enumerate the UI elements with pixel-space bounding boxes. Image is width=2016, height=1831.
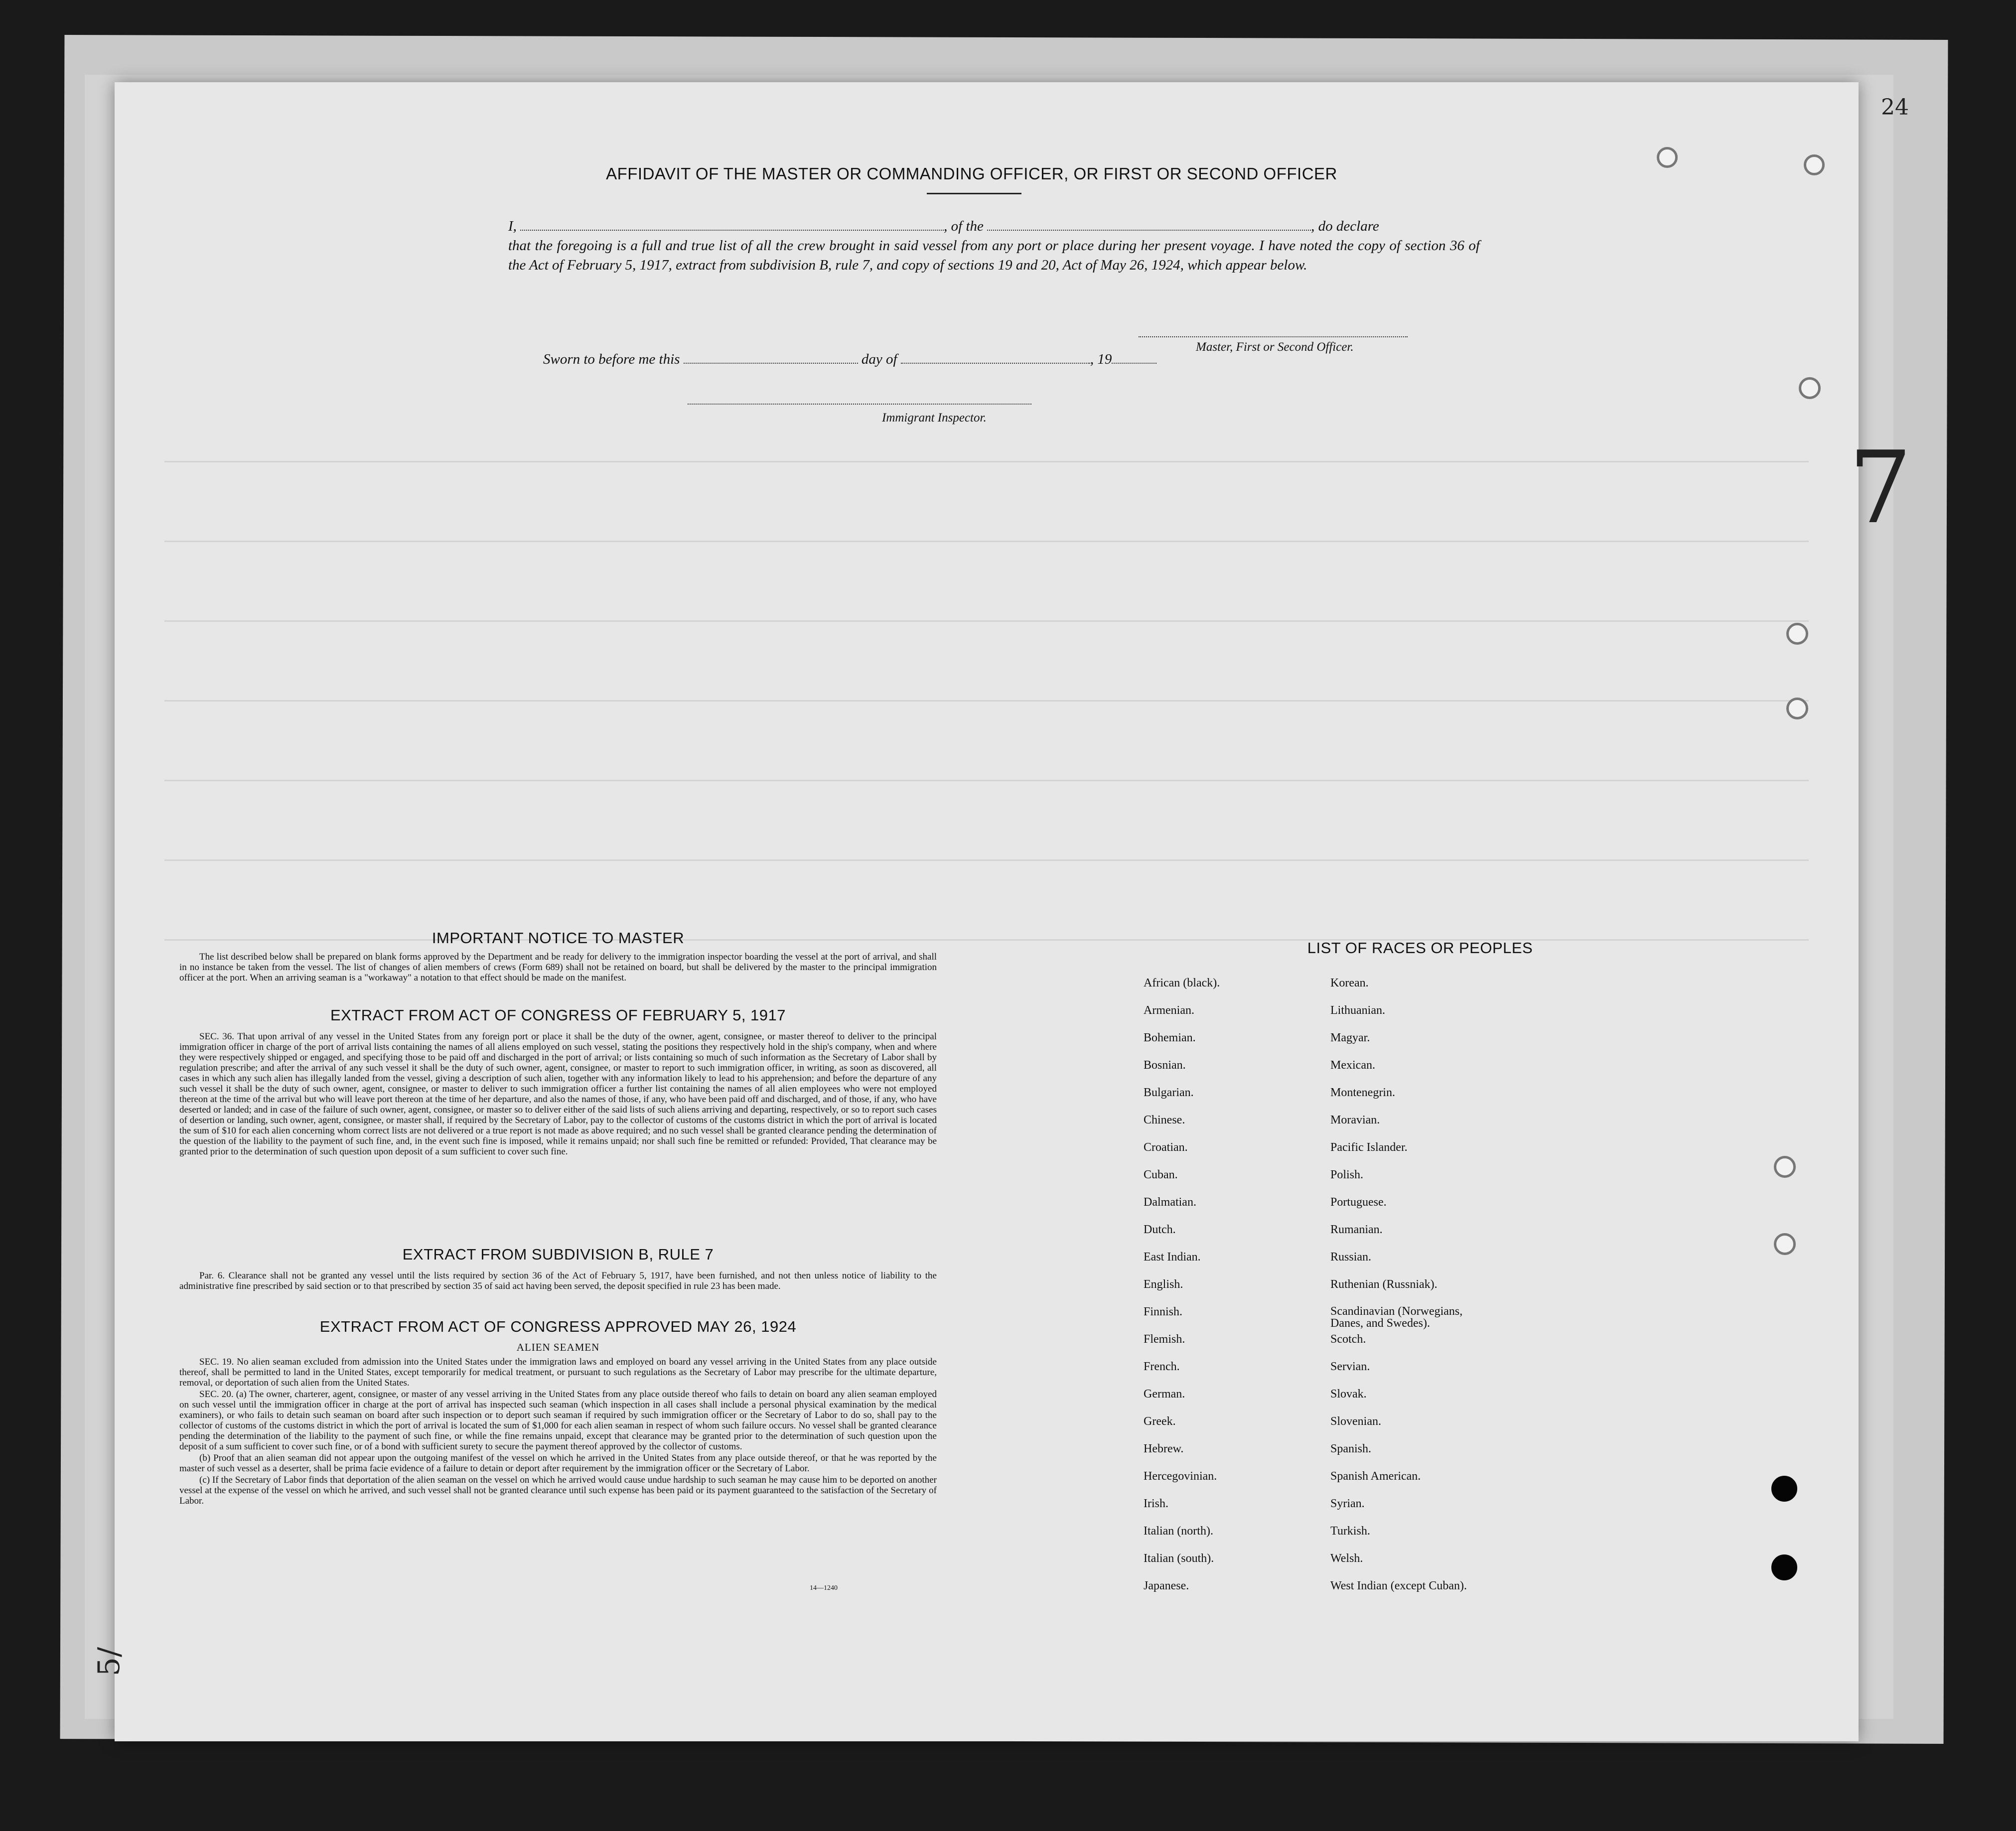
race-item: Italian (south). xyxy=(1144,1552,1214,1565)
sworn-blank xyxy=(684,352,858,364)
race-item: Scotch. xyxy=(1330,1333,1366,1346)
races-right-column xyxy=(1330,977,1609,1607)
affidavit-of-the: , of the xyxy=(944,218,984,234)
race-item: Finnish. xyxy=(1144,1305,1183,1318)
binder-hole xyxy=(1774,1233,1796,1255)
sworn-start: Sworn to before me this xyxy=(543,351,680,367)
race-item: Welsh. xyxy=(1330,1552,1363,1565)
bleed-through-line xyxy=(164,620,1809,622)
affidavit-line1 xyxy=(508,217,1560,236)
bleed-through-line xyxy=(164,461,1809,462)
sec19-paragraph: SEC. 19. No alien seaman excluded from admission into the United States under the immigration laws and employed on board any vessel arriving in the United States from any place outside thereof, shall be permitted to land in the United States, except temporarily for medical treatment, or pursuant to such regulations as the Secretary of Labor may prescribe for the ultimate departure, removal, or deportation of such alien from the United States. xyxy=(179,1357,937,1388)
race-item: Turkish. xyxy=(1330,1525,1370,1538)
race-item: Polish. xyxy=(1330,1168,1364,1181)
race-item: Russian. xyxy=(1330,1251,1372,1264)
notice-title: IMPORTANT NOTICE TO MASTER xyxy=(432,929,685,947)
binder-hole xyxy=(1771,1554,1797,1580)
race-item: Magyar. xyxy=(1330,1031,1370,1044)
affidavit-body xyxy=(508,217,1560,275)
master-signature-line xyxy=(1139,336,1408,337)
binder-hole xyxy=(1657,147,1678,168)
rule7-text xyxy=(179,1270,937,1292)
race-item: Ruthenian (Russniak). xyxy=(1330,1278,1438,1291)
affidavit-i: I, xyxy=(508,218,517,234)
race-item: Portuguese. xyxy=(1330,1196,1387,1209)
sworn-year: , 19 xyxy=(1090,351,1112,367)
alien-seamen-subtitle: ALIEN SEAMEN xyxy=(516,1341,600,1353)
race-item: Montenegrin. xyxy=(1330,1086,1395,1099)
sec36-paragraph: SEC. 36. That upon arrival of any vessel in the United States from any foreign port or place it shall be the duty of the owner, agent, consignee, or master thereof to deliver to the principal immigration officer in charge of the port of arrival lists containing the names of all aliens employed on such vessel, stating the positions they respectively hold in the ship's company, when and where they were respectively shipped or engaged, and specifying those to be paid off and discharged in the port of arrival; or lists containing so much of such information as the Secretary of Labor shall by regulation prescribe; and after the arrival of any such vessel it shall be the duty of such owner, agent, consignee, or master to report to such immigration officer, in writing, as soon as discovered, all cases in which any such alien has illegally landed from the vessel, giving a description of such alien, together with any information likely to lead to his apprehension; and before the departure of any such vessel it shall be the duty of such owner, agent, consignee, or master to deliver to such immigration officer a further list containing the names of all alien employees who were not employed thereon at the time of the arrival but who will leave port thereon at the time of her departure, and also the names of those, if any, who have been paid off and discharged, and of those, if any, who have deserted or landed; and in case of the failure of such owner, agent, consignee, or master so to deliver either of the said lists of such aliens arriving and departing, respectively, or so to report such cases of desertion or landing, such owner, agent, consignee, or master shall, if required by the Secretary of Labor, pay to the collector of customs of the customs district in which the port of arrival is located the sum of $10 for each alien concerning whom correct lists are not delivered or a true report is not made as above required; and no such vessel shall be granted clearance pending the determination of the question of the liability to the payment of such fine, and, in the event such fine is imposed, while it remains unpaid; nor shall such fine be remitted or refunded: Provided, That clearance may be granted prior to the determination of such question upon deposit of a sum sufficient to cover such fine. xyxy=(179,1031,937,1157)
bleed-through-line xyxy=(164,859,1809,861)
extract-1917-title: EXTRACT FROM ACT OF CONGRESS OF FEBRUARY 5, 1917 xyxy=(330,1006,786,1024)
race-item: Servian. xyxy=(1330,1360,1370,1373)
race-item: Bohemian. xyxy=(1144,1031,1196,1044)
sworn-year-blank xyxy=(1112,352,1156,364)
sworn-line xyxy=(543,351,1156,368)
race-item: African (black). xyxy=(1144,977,1220,989)
title-rule xyxy=(927,193,1021,194)
handwritten-margin-mark: 5/ xyxy=(92,1647,127,1677)
extract-1924-title: EXTRACT FROM ACT OF CONGRESS APPROVED MAY 26, 1924 xyxy=(319,1318,797,1335)
race-item: Irish. xyxy=(1144,1497,1168,1510)
race-item: Armenian. xyxy=(1144,1004,1194,1017)
binder-hole xyxy=(1786,698,1808,719)
rule7-title: EXTRACT FROM SUBDIVISION B, RULE 7 xyxy=(402,1246,714,1263)
binder-hole xyxy=(1786,623,1808,645)
race-item: Bosnian. xyxy=(1144,1059,1186,1072)
sec20b-paragraph: (b) Proof that an alien seaman did not appear upon the outgoing manifest of the vessel on which he arrived in the United States from any place outside thereof, or that he was reported by the master of such vessel as a deserter, shall be prima facie evidence of a failure to detain or deport after requirement by the immigration officer or the Secretary of Labor. xyxy=(179,1453,937,1474)
race-item: Rumanian. xyxy=(1330,1223,1383,1236)
race-item: Dutch. xyxy=(1144,1223,1176,1236)
binder-hole xyxy=(1771,1476,1797,1502)
race-item: Hebrew. xyxy=(1144,1442,1184,1455)
rule7-paragraph: Par. 6. Clearance shall not be granted any vessel until the lists required by section 36 of the Act of February 5, 1917, have been furnished, and not then unless notice of liability to the administrative fine prescribed by said section or to that prescribed by section 35 of said act having been served, the deposit specified in rule 23 has been made. xyxy=(179,1270,937,1291)
sworn-day: day of xyxy=(861,351,897,367)
extract-1924-text xyxy=(179,1357,937,1507)
bleed-through-line xyxy=(164,700,1809,702)
document-sheet xyxy=(115,82,1859,1741)
race-item: Cuban. xyxy=(1144,1168,1178,1181)
master-caption: Master, First or Second Officer. xyxy=(1196,340,1354,354)
bleed-through-line xyxy=(164,541,1809,542)
bleed-through-line xyxy=(164,780,1809,781)
handwritten-page-number: 7 xyxy=(1849,430,1912,546)
race-item: English. xyxy=(1144,1278,1183,1291)
race-item: Mexican. xyxy=(1330,1059,1375,1072)
binder-hole xyxy=(1804,154,1825,175)
race-item: Pacific Islander. xyxy=(1330,1141,1408,1154)
handwritten-corner-mark: 24 xyxy=(1881,95,1909,120)
race-item: Syrian. xyxy=(1330,1497,1365,1510)
race-item: Greek. xyxy=(1144,1415,1176,1428)
race-item: Flemish. xyxy=(1144,1333,1185,1346)
binder-hole xyxy=(1799,377,1821,399)
name-blank xyxy=(520,219,944,231)
race-item: Dalmatian. xyxy=(1144,1196,1196,1209)
race-item: Moravian. xyxy=(1330,1114,1380,1127)
race-item: Croatian. xyxy=(1144,1141,1188,1154)
affidavit-title: AFFIDAVIT OF THE MASTER OR COMMANDING OFFICER, OR FIRST OR SECOND OFFICER xyxy=(606,164,1337,183)
race-item: Slovak. xyxy=(1330,1388,1367,1401)
race-item: Spanish. xyxy=(1330,1442,1372,1455)
form-number: 14—1240 xyxy=(810,1584,838,1592)
race-item: Lithuanian. xyxy=(1330,1004,1385,1017)
races-title: LIST OF RACES OR PEOPLES xyxy=(1307,939,1533,957)
notice-paragraph: The list described below shall be prepared on blank forms approved by the Department and be ready for delivery to the immigration inspector boarding the vessel at the port of arrival, and shall in no instance be taken from the vessel. The list of changes of alien members of crews (Form 689) shall not be retained on board, but shall be delivered by the master to the principal immigration officer at the port. When an arriving seaman is a "workaway" a notation to that effect should be made on the manifest. xyxy=(179,952,937,983)
races-left-column xyxy=(1144,977,1323,1607)
sworn-month-blank xyxy=(901,352,1090,364)
extract-1917-text xyxy=(179,1031,937,1158)
inspector-signature-line xyxy=(688,404,1031,405)
inspector-caption: Immigrant Inspector. xyxy=(882,411,987,424)
sec20c-paragraph: (c) If the Secretary of Labor finds that deportation of the alien seaman on the vessel on which he arrived would cause undue hardship to such seaman he may cause him to be deported on another vessel at the expense of the vessel on which he arrived, and such vessel shall not be granted clearance until such expense has been paid or its payment guaranteed to the satisfaction of the Secretary of Labor. xyxy=(179,1475,937,1506)
race-item: East Indian. xyxy=(1144,1251,1201,1264)
race-item: German. xyxy=(1144,1388,1185,1401)
race-item: Japanese. xyxy=(1144,1579,1189,1592)
race-item: French. xyxy=(1144,1360,1180,1373)
race-item: Spanish American. xyxy=(1330,1470,1421,1483)
race-item: West Indian (except Cuban). xyxy=(1330,1579,1467,1592)
vessel-blank xyxy=(987,219,1311,231)
race-item: Slovenian. xyxy=(1330,1415,1381,1428)
race-item: Scandinavian (Norwegians, Danes, and Swedes). xyxy=(1330,1305,1463,1330)
affidavit-statement: that the foregoing is a full and true list of all the crew brought in said vessel from any port or place during her present voyage. I have noted the copy of section 36 of the Act of February 5, 1917, extract from subdivision B, rule 7, and copy of sections 19 and 20, Act of May 26, 1924, which appear below. xyxy=(508,238,1480,273)
race-item: Bulgarian. xyxy=(1144,1086,1194,1099)
sec20a-paragraph: SEC. 20. (a) The owner, charterer, agent, consignee, or master of any vessel arriving in the United States from any place outside thereof who fails to detain on board any alien seaman employed on such vessel until the immigration officer in charge at the port of arrival has inspected such seaman (which inspection in all cases shall include a personal physical examination by the medical examiners), or who fails to detain such seaman on board after such inspection or to deport such seaman if required by such immigration officer or the Secretary of Labor to do so, shall pay to the collector of customs of the customs district in which the port of arrival is located the sum of $1,000 for each alien seaman in respect of whom such failure occurs. No vessel shall be granted clearance pending the determination of the liability to the payment of such fine, or while the fine remains unpaid, except that clearance may be granted prior to the determination of such question upon the deposit of a sum sufficient to cover such fine, or of a bond with sufficient surety to secure the payment thereof approved by the collector of customs. xyxy=(179,1389,937,1452)
affidavit-declare: , do declare xyxy=(1311,218,1379,234)
race-item: Korean. xyxy=(1330,977,1369,989)
race-item: Hercegovinian. xyxy=(1144,1470,1217,1483)
notice-text xyxy=(179,952,937,984)
race-item: Chinese. xyxy=(1144,1114,1185,1127)
race-item: Italian (north). xyxy=(1144,1525,1213,1538)
binder-hole xyxy=(1774,1156,1796,1178)
